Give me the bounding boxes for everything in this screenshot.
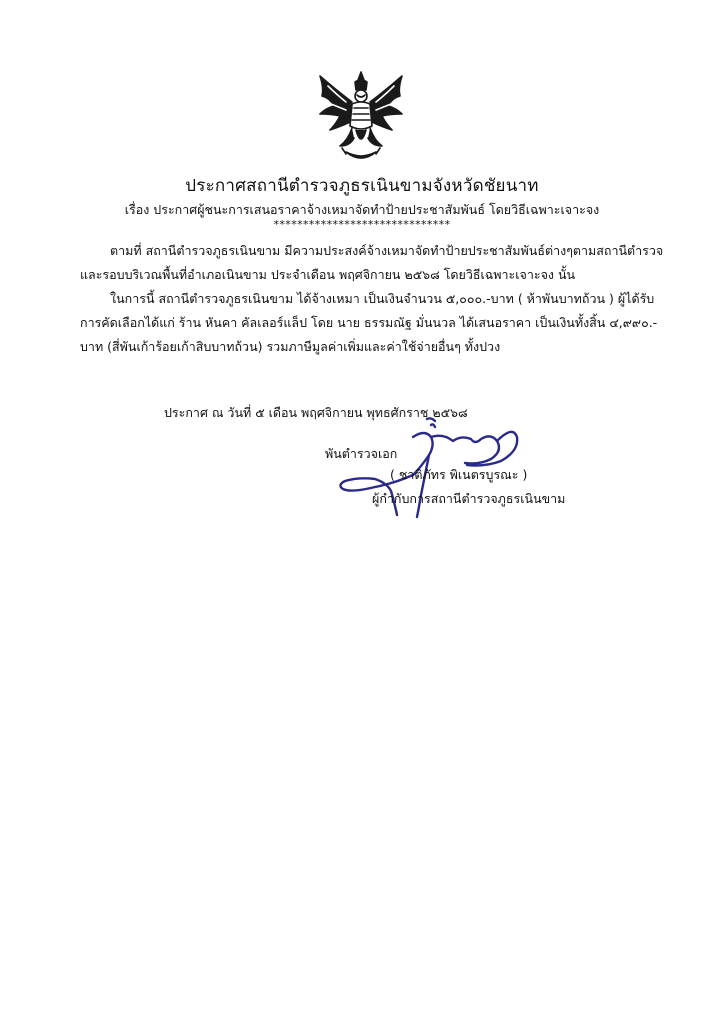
signer-name: ( ชาติภัทร พิเนตรบูรณะ ) xyxy=(390,467,528,482)
body-line: การคัดเลือกได้แก่ ร้าน หันคา คัลเลอร์แล็ป โดย นาย ธรรมณัฐ มั่นนวล ได้เสนอราคา เป็นเงินทั้งสิ้น ๔,๙๙๐.- xyxy=(80,315,658,330)
body-line: บาท (สี่พันเก้าร้อยเก้าสิบบาทถ้วน) รวมภาษีมูลค่าเพิ่มและค่าใช้จ่ายอื่นๆ ทั้งปวง xyxy=(80,339,501,354)
body-line: ตามที่ สถานีตำรวจภูธรเนินขาม มีความประสงค์จ้างเหมาจัดทำป้ายประชาสัมพันธ์ต่างๆตามสถานีตำรวจ xyxy=(110,243,664,258)
body-line: ในการนี้ สถานีตำรวจภูธรเนินขาม ได้จ้างเหมา เป็นเงินจำนวน ๕,๐๐๐.-บาท ( ห้าพันบาทถ้วน ) ผู้ได้รับ xyxy=(110,291,655,306)
announcement-subject: เรื่อง ประกาศผู้ชนะการเสนอราคาจ้างเหมาจัดทำป้ายประชาสัมพันธ์ โดยวิธีเฉพาะเจาะจง xyxy=(124,202,600,217)
separator-line: ****************************** xyxy=(273,218,451,231)
announcement-date: ประกาศ ณ วันที่ ๕ เดือน พฤศจิกายน พุทธศักราช ๒๕๖๘ xyxy=(164,405,468,420)
announcement-title: ประกาศสถานีตำรวจภูธรเนินขามจังหวัดชัยนาท xyxy=(185,176,539,196)
body-line: และรอบบริเวณพื้นที่อำเภอเนินขาม ประจำเดือน พฤศจิกายน ๒๕๖๘ โดยวิธีเฉพาะเจาะจง นั้น xyxy=(80,267,576,282)
signer-rank: พันตำรวจเอก xyxy=(325,446,398,461)
signer-position: ผู้กำกับการสถานีตำรวจภูธรเนินขาม xyxy=(372,491,566,506)
garuda-emblem-icon xyxy=(312,68,410,168)
